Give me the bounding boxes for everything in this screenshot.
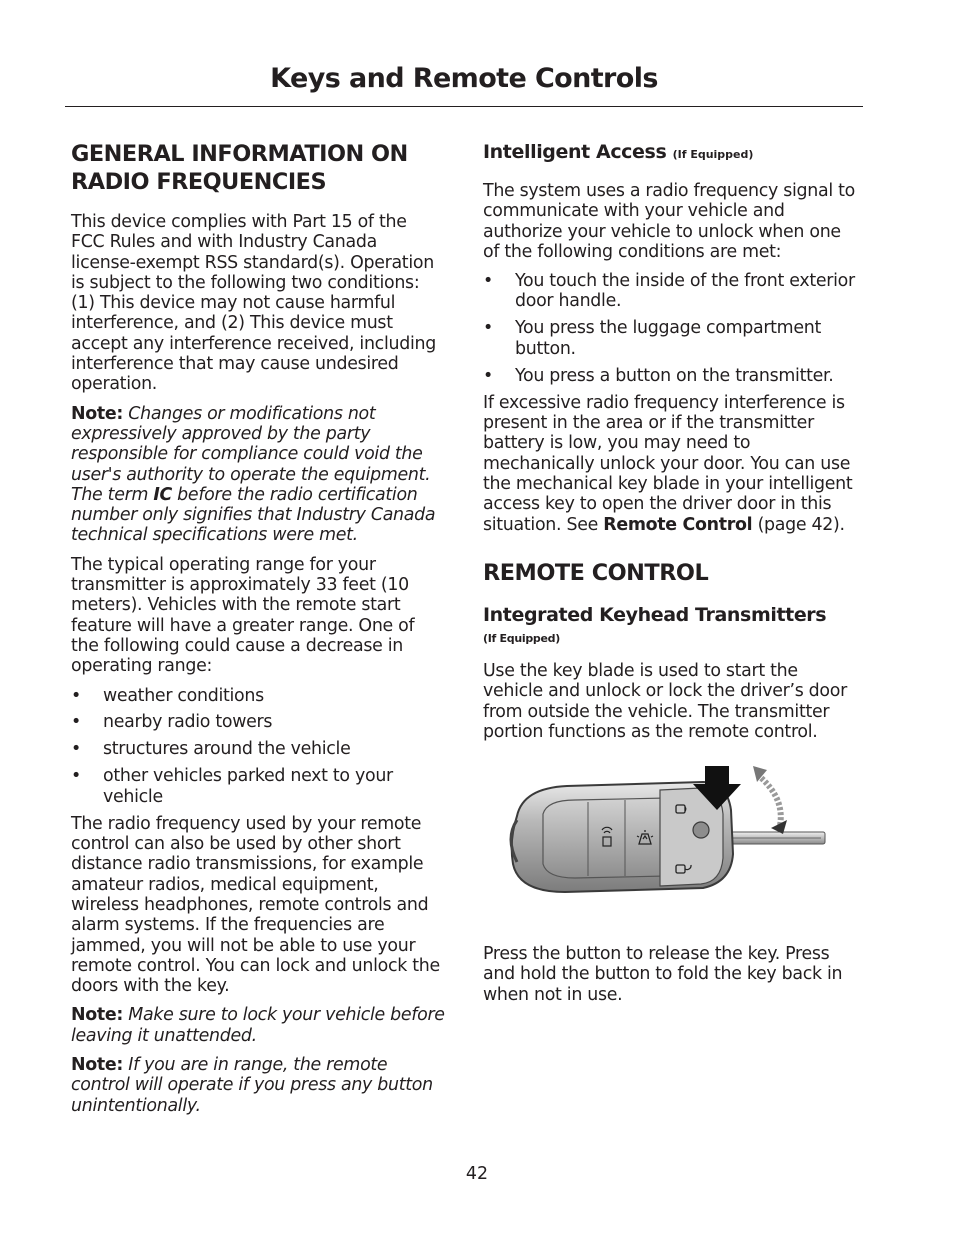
note-modifications [71, 404, 445, 546]
list-item-text: structures around the vehicle [103, 739, 351, 760]
bullet-icon: • [483, 365, 493, 386]
subheading-intelligent-access [483, 138, 857, 169]
page-number: 42 [465, 1164, 489, 1184]
note-accidental-press [71, 1055, 445, 1116]
note-text: Changes or modifications not expressively approved by the party responsible for compliance could void the user's authority to operate the equipment. The term [71, 403, 431, 505]
list-item [483, 271, 857, 312]
if-equipped-label: (If Equipped) [483, 631, 560, 645]
note-text: If you are in range, the remote control will operate if you press any button unintentionally. [71, 1055, 433, 1116]
if-equipped-label: (If Equipped) [672, 148, 754, 161]
bullet-icon: • [71, 712, 81, 733]
bullet-icon: • [483, 318, 493, 339]
bullet-icon: • [483, 271, 493, 292]
note-ic-term: IC [153, 484, 172, 505]
intelligent-access-paragraph: The system uses a radio frequency signal to communicate with your vehicle and authorize your vehicle to unlock when one of the following conditions are met: [483, 181, 855, 262]
key-blade-paragraph: Use the key blade is used to start the vehicle and unlock or lock the driver’s door from outside the vehicle. The transmitter portion functions as the remote control. [483, 660, 847, 742]
remote-control-link[interactable]: Remote Control [603, 514, 753, 535]
key-fob-svg [495, 764, 835, 904]
list-item-text: You touch the inside of the front exterior door handle. [515, 271, 855, 312]
bullet-icon: • [71, 739, 81, 760]
release-button [693, 822, 709, 838]
paragraph-text: (page 42). [752, 514, 845, 535]
key-fob-illustration [495, 764, 835, 904]
list-item-text: weather conditions [103, 685, 264, 706]
interference-paragraph [483, 393, 857, 535]
section-heading-radio-frequencies: GENERAL INFORMATION ON RADIO FREQUENCIES [71, 141, 408, 195]
list-item [483, 366, 857, 386]
paragraph-text: If excessive radio frequency interference is present in the area or if the transmitter battery is low, you may need to mechanically unlock your door. You can use the mechanical key blade in your intelligent access key to open the driver door in this situation. See [483, 392, 853, 535]
title-divider [65, 106, 863, 107]
list-item [71, 739, 445, 759]
right-column [483, 138, 857, 1014]
subheading-integrated-keyhead: Integrated Keyhead Transmitters [483, 603, 827, 626]
range-factors-list [71, 686, 445, 807]
note-label: Note: [71, 403, 124, 424]
note-label: Note: [71, 1055, 124, 1076]
list-item [71, 766, 445, 807]
fcc-compliance-paragraph: This device complies with Part 15 of the FCC Rules and with Industry Canada license-exempt RSS standard(s). Operation is subject to the following two conditions: (1) This device may not cause harmful interference, and (2) This device must accept any interference received, including interference that may cause undesired operation. [71, 212, 436, 395]
release-key-paragraph: Press the button to release the key. Press and hold the button to fold the key back in when not in use. [483, 944, 843, 1005]
operating-range-paragraph: The typical operating range for your transmitter is approximately 33 feet (10 meters). Vehicles with the remote start feature will have a greater range. One of the following could cause a decrease in operating range: [71, 554, 415, 677]
shared-frequency-paragraph: The radio frequency used by your remote control can also be used by other short distance radio transmissions, for example amateur radios, medical equipment, wireless headphones, remote controls and alarm systems. If the frequencies are jammed, you will not be able to use your remote control. You can lock and unlock the doors with the key. [71, 813, 440, 997]
list-item-text: other vehicles parked next to your vehicle [103, 766, 393, 807]
fold-arrow-icon [753, 766, 787, 834]
list-item [71, 686, 445, 706]
note-label: Note: [71, 1005, 124, 1026]
list-item-text: You press a button on the transmitter. [515, 365, 834, 386]
note-lock-vehicle [71, 1005, 445, 1046]
bullet-icon: • [71, 766, 81, 787]
note-text: before the radio certification number only signifies that Industry Canada technical specifications were met. [71, 484, 436, 546]
list-item [71, 712, 445, 732]
subheading-text: Intelligent Access [483, 141, 667, 163]
section-heading-remote-control: REMOTE CONTROL [483, 559, 709, 586]
list-item [483, 318, 857, 359]
left-column [71, 140, 445, 1125]
unlock-conditions-list [483, 271, 857, 386]
page-title: Keys and Remote Controls [270, 63, 658, 94]
list-item-text: You press the luggage compartment button. [515, 318, 821, 359]
list-item-text: nearby radio towers [103, 712, 273, 733]
note-text: Make sure to lock your vehicle before leaving it unattended. [71, 1005, 445, 1046]
bullet-icon: • [71, 685, 81, 706]
